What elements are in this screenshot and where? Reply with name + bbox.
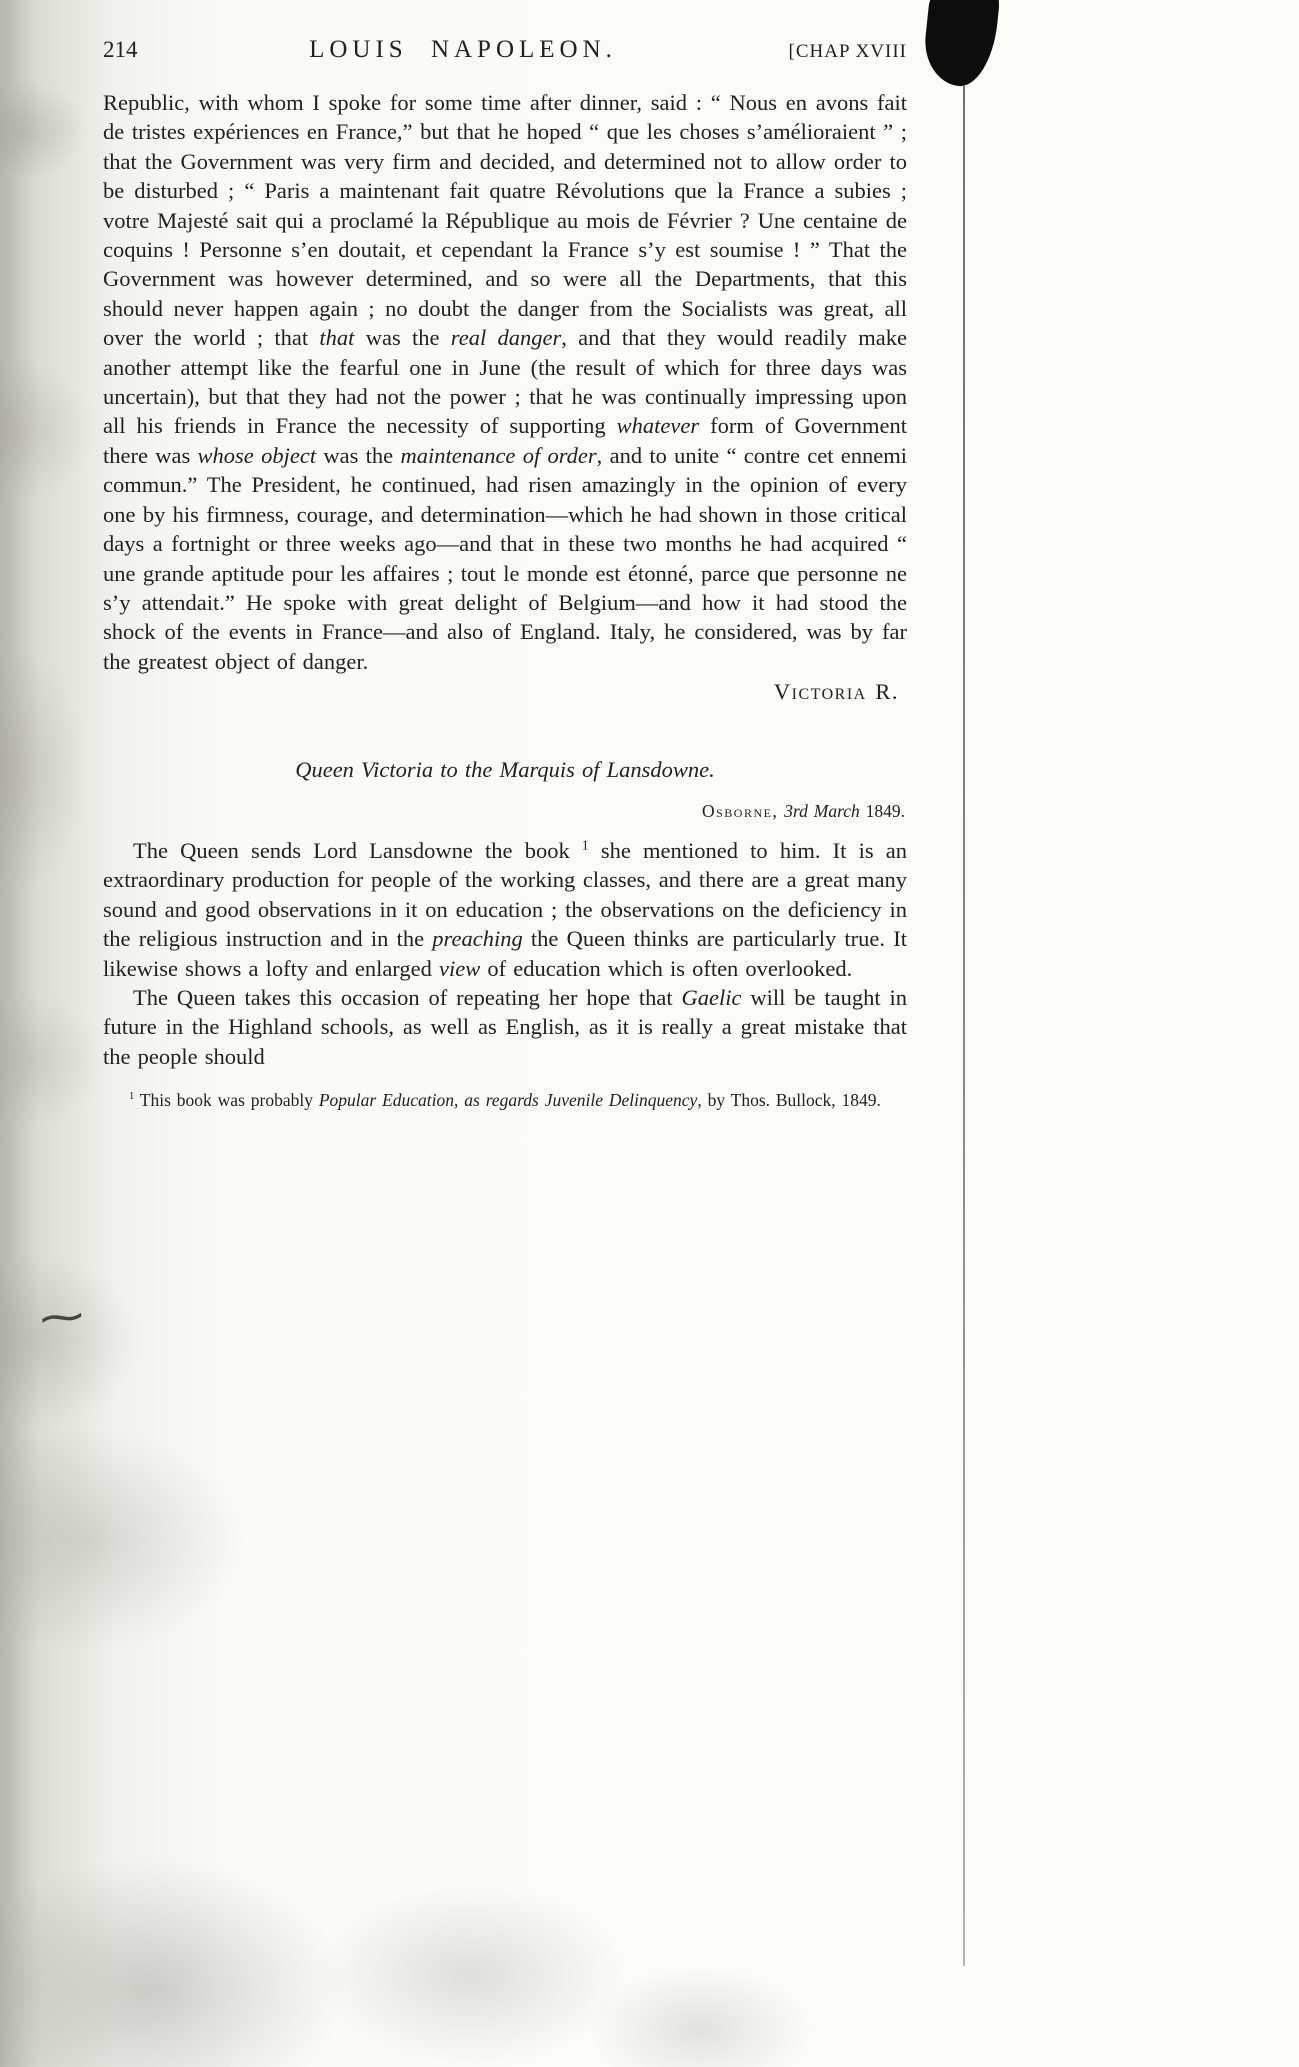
page-edge-line [963,86,965,1966]
chapter-marker: [CHAP XVIII [788,41,907,62]
pencil-mark: ~ [31,1290,92,1343]
page-number: 214 [103,37,138,62]
ink-blot-artifact [921,0,1001,89]
dateline: Osborne, 3rd March 1849. [701,800,905,821]
paragraph-journal-continuation: Republic, with whom I spoke for some time after dinner, said : “ Nous en avons fait de tristes expériences en France,” but that he hoped “ que les choses s’amélioraient ” ; that the Government was very firm and decided, and determined not to allow order to be disturbed ; “ Paris a maintenant fait quatre Révolutions que la France a subies ; votre Majesté sait qui a proclamé la République au mois de Février ? Une centaine de coquins ! Personne s’en doutait, et cependant la France s’y est soumise ! ” That the Government was however determined, and so were all the Departments, that this should never happen again ; no doubt the danger from the Socialists was great, all over the world ; that that was the real danger, and that they would readily make another attempt like the fearful one in June (the result of which for three days was uncertain), but that they had not the power ; that he was continually impressing upon all his friends in France the necessity of supporting whatever form of Government there was whose object was the maintenance of order, and to unite “ contre cet ennemi commun.” The President, he continued, had risen amazingly in the opinion of every one by his firmness, courage, and determination—which he had shown in those critical days a fortnight or three weeks ago—and that in these two months he had acquired “ une grande aptitude pour les affaires ; tout le monde est étonné, parce que personne ne s’y attendait.” He spoke with great delight of Belgium—and how it had stood the shock of the events in France—and also of England. Italy, he considered, was by far the greatest object of danger. [103,90,908,674]
paragraph-letter-body: The Queen takes this occasion of repeating her hope that Gaelic will be taught in future in the Highland schools, as well as English, as it is really a great mistake that the people should [103,984,908,1069]
running-title: LOUIS NAPOLEON. [309,36,617,63]
footnote: $^1$ This book was probably Popular Education, as regards Juvenile Delinquency, by Thos. Bullock, 1849. [129,1090,881,1111]
page-header [103,36,907,64]
signature: Victoria R. [773,679,899,705]
text-block [103,88,907,1113]
letter-heading: Queen Victoria to the Marquis of Lansdowne. [295,756,715,782]
paragraph-letter-body: The Queen sends Lord Lansdowne the book $^1$ she mentioned to him. It is an extraordinary production for people of the working classes, and there are a great many sound and good observations in it on education ; the observations on the deficiency in the religious instruction and in the preaching the Queen thinks are particularly true. It likewise shows a lofty and enlarged view of education which is often overlooked. [103,837,908,981]
